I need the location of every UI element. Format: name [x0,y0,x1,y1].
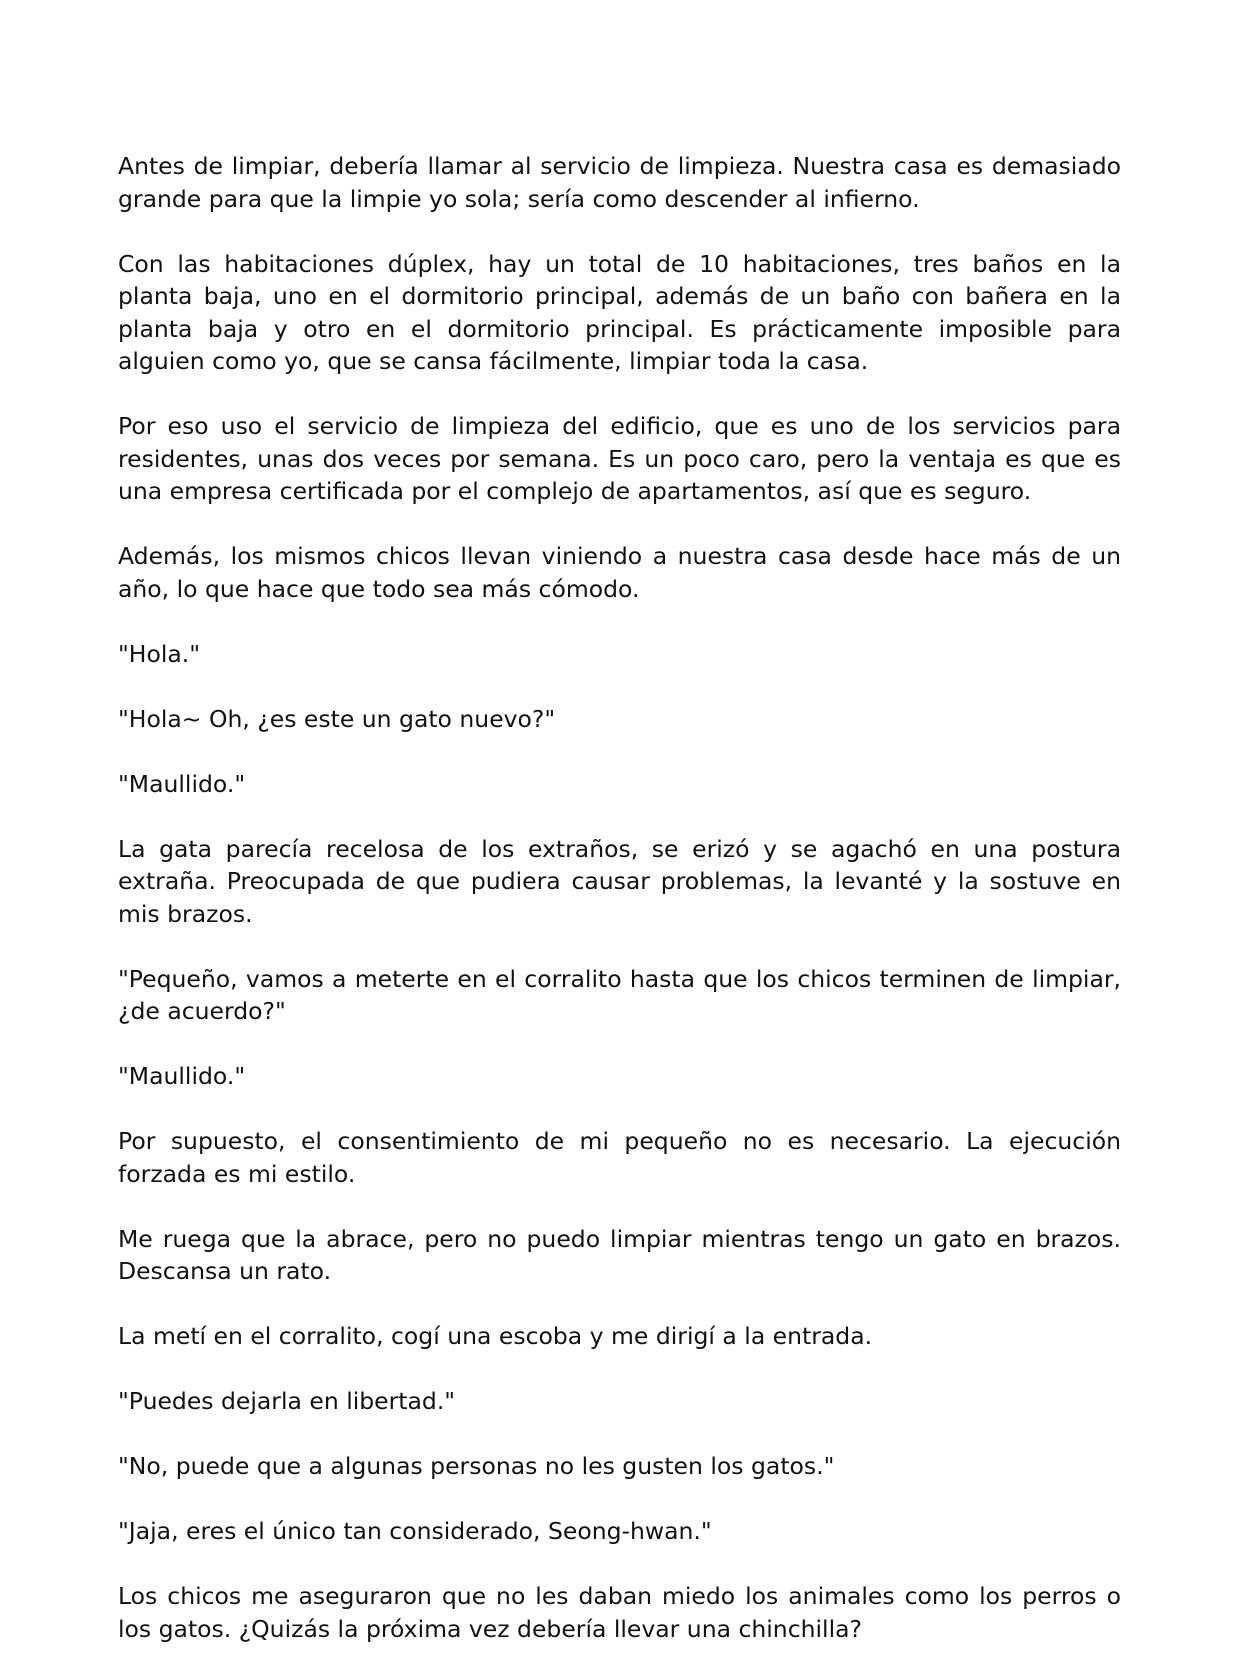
document-body [118,150,1121,1678]
dialogue-line: "Hola." [118,639,201,668]
dialogue-line: "Hola~ Oh, ¿es este un gato nuevo?" [118,704,556,733]
paragraph: La metí en el corralito, cogí una escoba y me dirigí a la entrada. [118,1322,873,1350]
paragraph: Los chicos me aseguraron que no les daban miedo los animales como los perros o los gatos. ¿Quizás la próxima vez debería llevar una chinchilla? [118,1582,1121,1643]
paragraph: Por supuesto, el consentimiento de mi pequeño no es necesario. La ejecución forzada es mi estilo. [118,1127,1121,1188]
dialogue-line: "Maullido." [118,769,246,798]
paragraph: Con las habitaciones dúplex, hay un total de 10 habitaciones, tres baños en la planta baja, uno en el dormitorio principal, además de un baño con bañera en la planta baja y otro en el dormitorio principal. Es prácticamente imposible para alguien como yo, que se cansa fácilmente, limpiar toda la casa. [118,249,1121,375]
dialogue-line: "No, puede que a algunas personas no les gusten los gatos." [118,1452,835,1480]
paragraph: La gata parecía recelosa de los extraños, se erizó y se agachó en una postura extraña. Preocupada de que pudiera causar problemas, la levanté y la sostuve en mis brazos. [118,834,1121,928]
dialogue-line: "Pequeño, vamos a meterte en el corralito hasta que los chicos terminen de limpiar, ¿de acuerdo?" [118,964,1121,1025]
paragraph: Por eso uso el servicio de limpieza del edificio, que es uno de los servicios para residentes, unas dos veces por semana. Es un poco caro, pero la ventaja es que es una empresa certificada por el complejo de apartamentos, así que es seguro. [118,412,1121,505]
paragraph: Además, los mismos chicos llevan viniendo a nuestra casa desde hace más de un año, lo que hace que todo sea más cómodo. [118,542,1121,603]
dialogue-line: "Maullido." [118,1062,246,1090]
dialogue-line: "Puedes dejarla en libertad." [118,1387,456,1415]
dialogue-line: "Jaja, eres el único tan considerado, Seong-hwan." [118,1517,712,1545]
paragraph: Antes de limpiar, debería llamar al servicio de limpieza. Nuestra casa es demasiado grande para que la limpie yo sola; sería como descender al infierno. [118,152,1121,213]
paragraph: Me ruega que la abrace, pero no puedo limpiar mientras tengo un gato en brazos. Descansa un rato. [118,1224,1121,1285]
